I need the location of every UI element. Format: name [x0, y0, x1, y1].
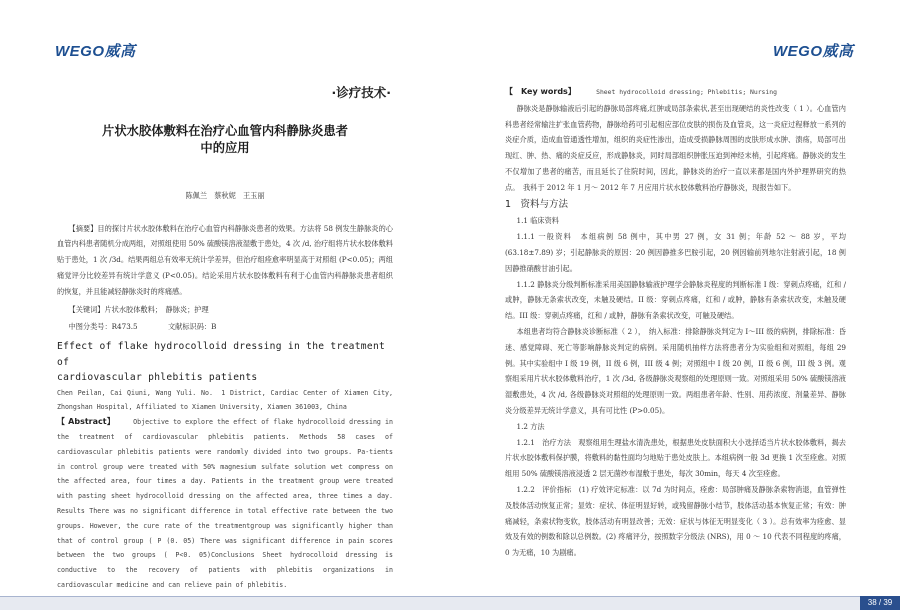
abstract-en-text: Objective to explore the effect of flake hydrocolloid dressing in the treatment of cardiovascular phlebitis patients. Methods 58 cases of cardiovascular phlebitis patients were randomly divided into two groups. Pa-tients in control group were treated with 50% magnesium sulfate solution wet compress on the affected area, four times a day. Patients in the treatment group were treated with pasting sheet hydrocolloid dressing on the affected area, three times a day. Results There was no significant difference in total effective rate between the two groups. However, the cure rate of the treatmentgroup was significantly higher than that of control group ( P (0. 05) There was significant difference in pain scores between the two groups ( P<0. 05)Conclusions Sheet hydrocolloid dressing is conductive to the recovery of patients with phlebitis organizations in cardiovascular medicine and can relieve pain of phlebitis.	[57, 418, 393, 590]
page-number-badge: 38 / 39	[860, 596, 900, 610]
keywords-en-label: 【 Key words】	[505, 87, 576, 96]
classification-line	[57, 319, 393, 335]
paragraph-1-1-1: 1.1.1 一般资料 本组病例 58 例中，其中男 27 例，女 31 例；年龄 52 ～ 88 岁，平均 (63.18±7.89) 岁；引起静脉炎的原因：20 例因静推多巴胺引起，20 例因输前列地尔注射液引起，18 例因静推硝酸甘油引起。	[505, 232, 846, 273]
section-1-1-heading: 1.1 临床资料	[516, 216, 559, 226]
intro-paragraph: 静脉炎是静脉输液后引起的静脉局部疼痛,红肿或局部条索状,甚至出现硬结的炎性改变（ 1 ）。心血管内科患者经常输注扩张血管药物，静脉给药可引起相应部位皮肤的损伤及血管炎，这一炎症过程释放一系列的炎症介质，造成血管通透性增加，组织的炎症性渗出，造成受损静脉周围的皮肤形成水肿、溃疡，局部可出现红、肿、热、痛的炎症反应，形成静脉炎，同时局部组织肿胀压迫到神经末梢，引起疼痛。静脉炎的发生不仅增加了患者的痛苦，而且延长了住院时间，因此，静脉炎的治疗一直以来都是国内外护理界研究的热点。 我科于 2012 年 1 月～ 2012 年 7 月应用片状水胶体敷料治疗静脉炎，现报告如下。	[505, 103, 846, 192]
wego-logo-right: WEGO威高	[773, 43, 854, 60]
abstract-label: 【 Abstract】	[57, 417, 115, 427]
keywords-en-line	[505, 84, 846, 101]
paragraph-1-2-1: 1.2.1 治疗方法 观察组用生理盐水清洗患处，根据患处皮肤面积大小选择适当片状水胶体敷料，揭去片状水胶体敷料保护膜，将敷料的黏性面均匀地贴于患处皮肤上。本组病例一般 3d 更换 1 次至痊愈。对照组用 50% 硫酸镁溶液浸透 2 层无菌纱布湿敷于患处，每次 30min，每天 4 次至痊愈。	[505, 437, 846, 479]
abstract-cn: 【摘要】目的探讨片状水胶体敷料在治疗心血管内科静脉炎患者的效果。方法将 58 例发生静脉炎的心血管内科患者随机分成两组，对照组使用 50% 硫酸镁溶液湿敷于患处，4 次 /d, 治疗组将片状水胶体敷料贴于患处，1 次 /3d。结果两组总有效率无统计学差异，但治疗组痊愈率明显高于对照组 (P<0.05)；两组痛觉评分比较差异有统计学意义 (P<0.05)。结论采用片状水胶体敷料有利于心血管内科静脉炎患者组织的恢复，并且能减轻静脉炎时的疼痛感。	[57, 223, 393, 296]
authors: 陈佩兰 蔡秋妮 王玉丽	[185, 190, 265, 200]
left-column	[57, 80, 393, 593]
classification-number: 中图分类号：R473.5	[68, 322, 138, 332]
english-title-line2: cardiovascular phlebitis patients	[57, 372, 258, 384]
keywords-en: Sheet hydrocolloid dressing; Phlebitis; Nursing	[596, 88, 777, 96]
document-code: 文献标识码：B	[167, 322, 217, 332]
section-1-heading: 1 资料与方法	[505, 198, 569, 210]
right-column	[505, 84, 846, 561]
article-title-line1: 片状水胶体敷料在治疗心血管内科静脉炎患者	[102, 123, 348, 138]
english-authors: Chen Peilan, Cai Qiuni, Wang Yuli. No. 1 District, Cardiac Center of Xiamen City, Zhongshan Hospital, Affiliated to Xiamen University, Xiamen 361003, China	[57, 388, 393, 412]
english-title-line1: Effect of flake hydrocolloid dressing in the treatment of	[57, 341, 386, 368]
article-title	[57, 123, 393, 158]
wego-logo-left: WEGO威高	[55, 43, 136, 60]
keywords-cn: 【关键词】片状水胶体敷料； 静脉炎；护理	[68, 304, 209, 314]
footer-band	[0, 596, 900, 610]
section-1-2-heading: 1.2 方法	[516, 421, 545, 431]
section-tag: ·诊疗技术·	[331, 85, 391, 100]
paragraph-1-1-3: 本组患者均符合静脉炎诊断标准（ 2 ）， 纳入标准：排除静脉炎判定为 I～III 级的病例，排除标准：昏迷、感觉障碍、死亡等影响静脉炎判定的病例。采用随机抽样方法将患者分为实验组和对照组，每组 29 例。其中实验组中 I 级 19 例，II 级 6 例，III 级 4 例；对照组中 I 级 20 例，II 级 6 例，III 级 3 例。观察组采用片状水胶体敷料治疗，1 次 /3d, 各级静脉炎观察组的处理原则一致。对照组采用 50% 硫酸镁溶液湿敷患处，4 次 /d, 各级静脉炎对照组的处理原则一致。两组患者年龄、性别、用药浓度、剂量差异、静脉炎分级差异无统计学意义，具有可比性 (P>0.05)。	[505, 326, 846, 415]
footer-rule	[0, 596, 862, 597]
english-title	[57, 339, 393, 386]
article-title-line2: 中的应用	[200, 141, 250, 156]
abstract-en	[57, 415, 393, 593]
paragraph-1-1-2: 1.1.2 静脉炎分级判断标准采用美国静脉输液护理学会静脉炎程度的判断标准 I 级：穿刺点疼痛，红和 / 或肿，静脉无条索状改变，未触及硬结。II 级：穿刺点疼痛，红和 / 或肿，静脉有条索状改变，未触及硬结。III 级：穿刺点疼痛，红和 / 或肿，静脉有条索状改变，可触及硬结。	[505, 279, 846, 321]
paragraph-1-2-2: 1.2.2 评价指标 (1) 疗效评定标准：以 7d 为时间点，痊愈：局部肿痛及静脉条索物消退，血管弹性及肢体活动恢复正常；显效：症状、体征明显好转，或残留静脉小结节，肢体活动基本恢复正常；有效：肿痛减轻，条索状物变软，肢体活动有明显改善；无效：症状与体征无明显变化（ 3 ）。总有效率为痊愈、显效及有效的例数和除以总例数。(2) 疼痛评分，按照数字分级法 (NRS)，用 0 ～ 10 代表不同程度的疼痛，0 为无痛，10 为剧痛。	[505, 484, 846, 558]
